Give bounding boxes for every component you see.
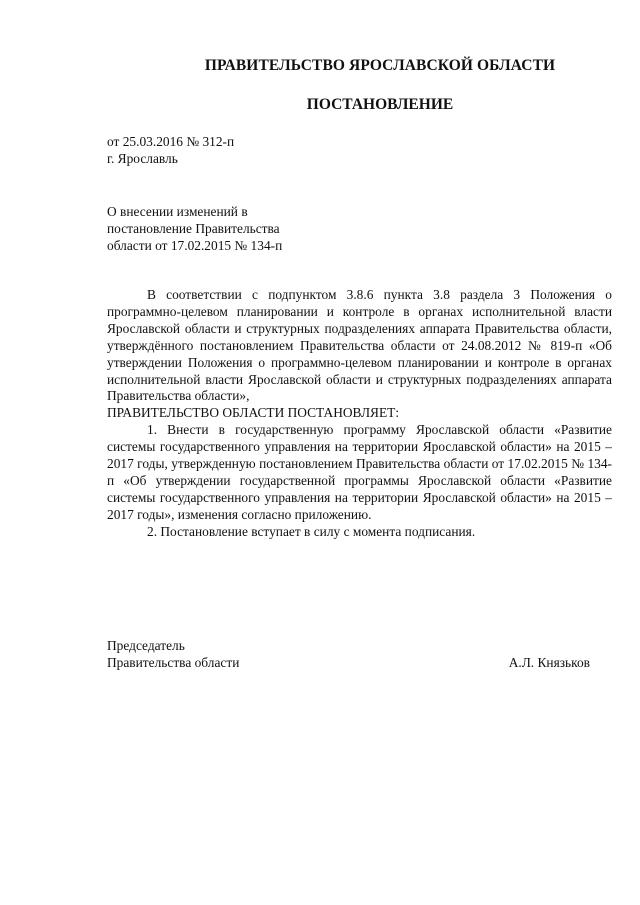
government-heading: ПРАВИТЕЛЬСТВО ЯРОСЛАВСКОЙ ОБЛАСТИ: [204, 57, 556, 74]
signatory-title-line2: Правительства области: [107, 655, 240, 671]
city: г. Ярославль: [107, 151, 178, 166]
preamble-paragraph: В соответствии с подпунктом 3.8.6 пункта 3.8 раздела 3 Положения о программно-целевом планировании и контроле в органах исполнительной власти Ярославской области и структурных подразделениях аппарата Правительства области, утверждённого постановлением Правительства области от 24.08.2012 № 819-п «Об утверждении Положения о программно-целевом планировании и контроле в органах исполнительной власти Ярославской области и структурных подразделениях аппарата Правительства области»,: [107, 287, 612, 404]
subject-line: постановление Правительства: [107, 221, 280, 237]
document-subject: [107, 203, 282, 255]
subject-line: области от 17.02.2015 № 134-п: [107, 238, 283, 254]
subject-line: О внесении изменений в: [107, 204, 248, 219]
date-number: от 25.03.2016 № 312-п: [107, 134, 235, 149]
signatory-name: А.Л. Князьков: [508, 655, 590, 671]
resolves-line: ПРАВИТЕЛЬСТВО ОБЛАСТИ ПОСТАНОВЛЯЕТ:: [107, 405, 400, 421]
signature-row: [107, 654, 590, 671]
signatory-title-line1: Председатель: [107, 638, 185, 653]
document-meta: [107, 133, 234, 167]
document-type-heading: ПОСТАНОВЛЕНИЕ: [306, 96, 454, 113]
item-1-paragraph: 1. Внести в государственную программу Ярославской области «Развитие системы государственного управления на территории Ярославской области» на 2015 – 2017 годы, утвержденную постановлением Правительства области от 17.02.2015 № 134-п «Об утверждении государственной программы Ярославской области «Развитие системы государственного управления на территории Ярославской области» на 2015 – 2017 годы», изменения согласно приложению.: [107, 422, 612, 522]
document-body: [107, 287, 612, 541]
item-2-paragraph: 2. Постановление вступает в силу с момента подписания.: [147, 523, 476, 539]
signature-block: [107, 637, 590, 671]
